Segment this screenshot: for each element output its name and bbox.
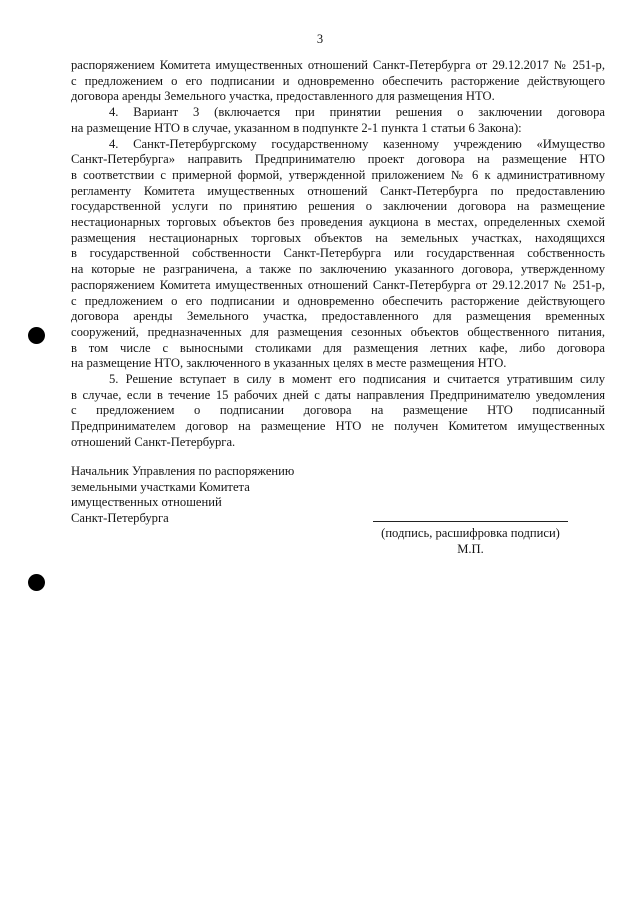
text-line: с предложением о его подписании и одновременно обеспечить расторжение действующего: [71, 293, 605, 308]
text-line: размещения нестационарных торговых объектов на земельных участках, находящихся: [71, 230, 605, 245]
paragraph-item-5: [71, 372, 605, 451]
position-line: имущественных отношений: [71, 495, 222, 510]
text-line: сооружений, предназначенных для размещения сезонных объектов общественного питания,: [71, 324, 605, 339]
paragraph-variant-3: [71, 105, 605, 136]
text-line: регламенту Комитета имущественных отношений Санкт-Петербурга по предоставлению: [71, 183, 605, 198]
page-number: 3: [316, 32, 324, 46]
signature-line: [373, 521, 568, 522]
punch-hole-mark: [28, 327, 45, 344]
text-line: распоряжением Комитета имущественных отношений Санкт-Петербурга от 29.12.2017 № 251-р,: [71, 277, 605, 292]
paragraph-continuation: [71, 58, 605, 105]
signature-caption: (подпись, расшифровка подписи): [381, 526, 560, 540]
text-line: на которые не разграничена, а также по заключению указанного договора, утвержденному: [71, 262, 605, 277]
text-line: 5. Решение вступает в силу в момент его подписания и считается утратившим силу: [109, 372, 605, 387]
text-line: в государственной собственности Санкт-Петербурга или государственная собственность: [71, 246, 605, 261]
stamp-label: М.П.: [457, 542, 484, 556]
text-line: 4. Вариант 3 (включается при принятии решения о заключении договора: [109, 105, 605, 120]
text-line: государственной услуги по принятию решения о заключении договора на размещение: [71, 199, 605, 214]
text-line: договора аренды Земельного участка, предоставленного для размещения временных: [71, 309, 605, 324]
text-line: в том числе с выносными столиками для размещения летних кафе, либо договора: [71, 340, 605, 355]
position-line: Санкт-Петербурга: [71, 511, 169, 526]
text-line: в случае, если в течение 15 рабочих дней с даты направления Предпринимателю уведомления: [71, 387, 605, 402]
text-line: отношений Санкт-Петербурга.: [71, 434, 236, 449]
text-line: с предложением о подписании договора на размещение НТО подписанный: [71, 403, 605, 418]
text-line: распоряжением Комитета имущественных отношений Санкт-Петербурга от 29.12.2017 № 251-р,: [71, 58, 605, 72]
signatory-position: [71, 464, 294, 527]
position-line: земельными участками Комитета: [71, 479, 250, 494]
text-line: Санкт-Петербурга» направить Предпринимателю проект договора на размещение НТО: [71, 152, 605, 167]
document-body: [71, 58, 605, 451]
paragraph-item-4: [71, 137, 605, 373]
position-line: Начальник Управления по распоряжению: [71, 464, 295, 478]
text-line: договора аренды Земельного участка, предоставленного для размещения НТО.: [71, 89, 495, 104]
text-line: 4. Санкт-Петербургскому государственному казенному учреждению «Имущество: [109, 136, 605, 151]
text-line: нестационарных торговых объектов без проведения аукциона в местах, определенных схемой: [71, 215, 605, 230]
punch-hole-mark: [28, 574, 45, 591]
text-line: Предпринимателем договор на размещение НТО не получен Комитетом имущественных: [71, 419, 605, 434]
text-line: на размещение НТО в случае, указанном в подпункте 2-1 пункта 1 статьи 6 Закона):: [71, 120, 522, 135]
text-line: с предложением о его подписании и одновременно обеспечить расторжение действующего: [71, 73, 605, 88]
text-line: на размещение НТО, заключенного в указанных целях в месте размещения НТО.: [71, 356, 507, 371]
text-line: в соответствии с примерной формой, утвержденной приложением № 6 к административному: [71, 167, 605, 182]
